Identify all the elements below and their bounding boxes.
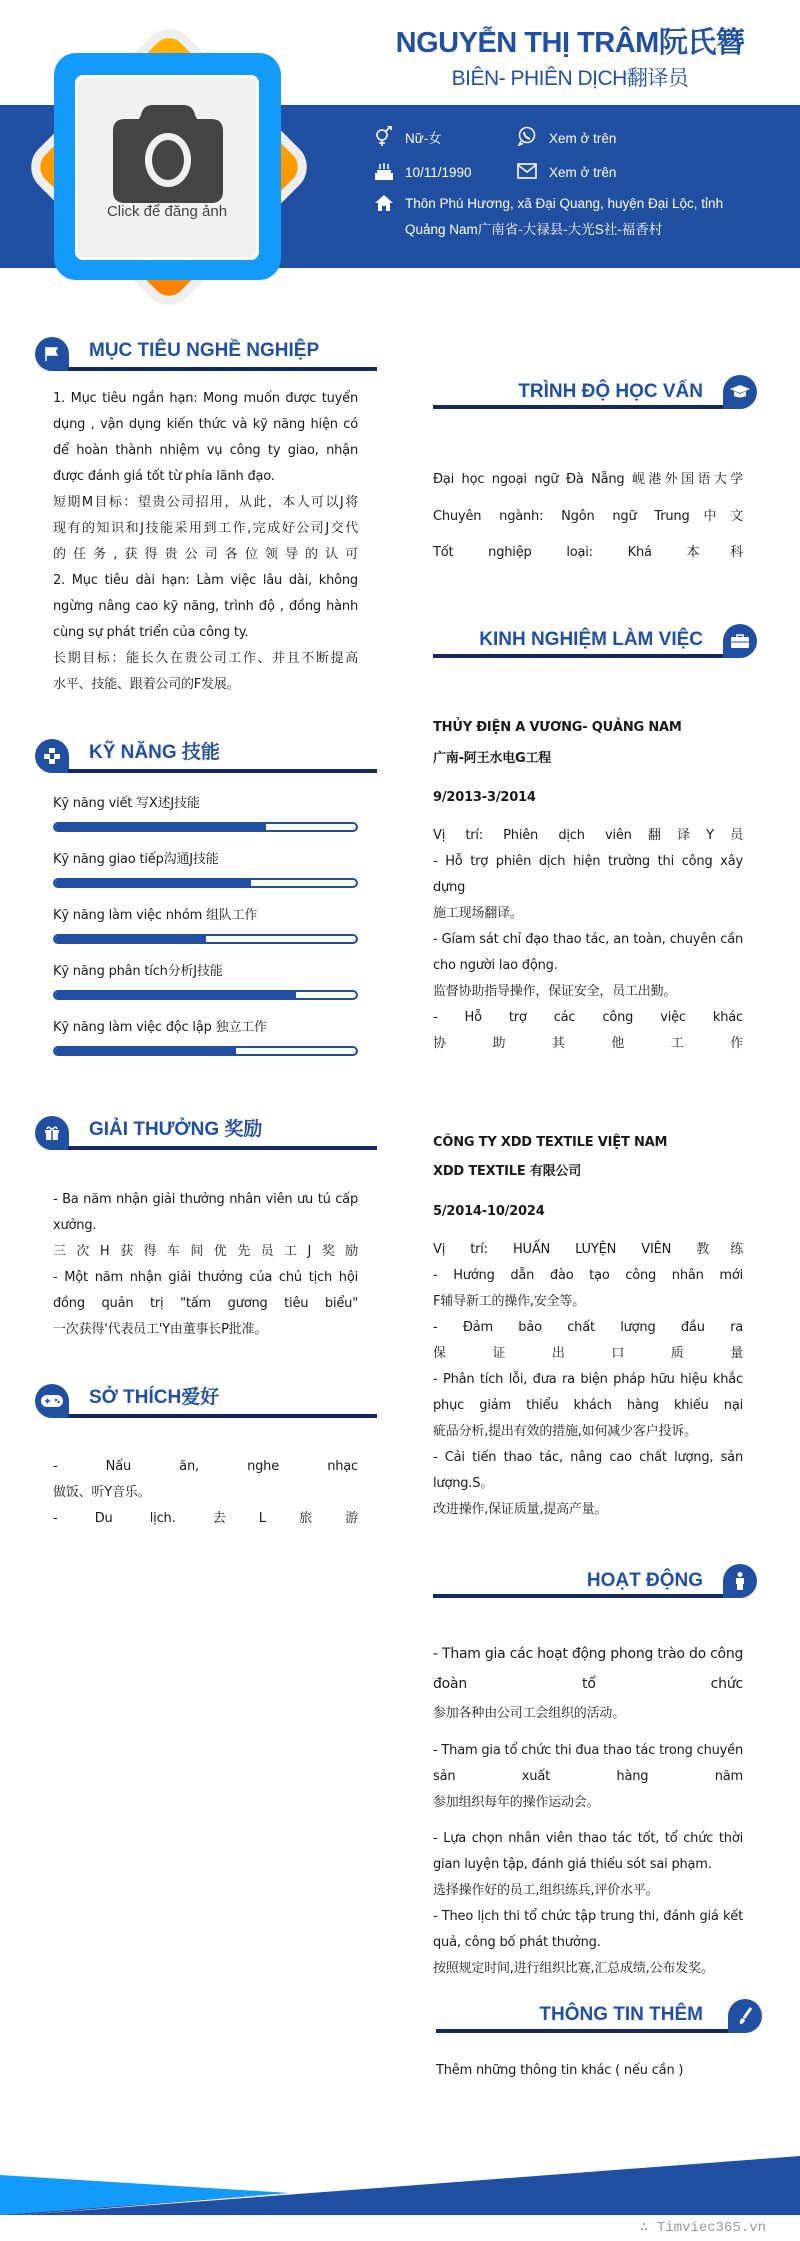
text-line: 1. Mục tiêu ngắn hạn: Mong muốn được tuyển (53, 391, 358, 406)
awards-divider (68, 1146, 377, 1150)
activity-line: đoàn tổ chức (433, 1676, 743, 1692)
activity-line: - Theo lịch thi tổ chức tập trung thi, đánh giá kết (433, 1909, 743, 1924)
camera-icon (113, 105, 223, 203)
skill-label: Kỹ năng làm việc nhóm 组队工作 (53, 908, 258, 923)
activity-line: 按照规定时间,进行组织比赛,汇总成绩,公布发奖。 (433, 1961, 714, 1976)
skill-level-fill (55, 936, 206, 942)
skill-label: Kỹ năng làm việc độc lập 独立工作 (53, 1020, 267, 1035)
text-line: 长期目标：能长久在贵公司工作、并且不断提高 (53, 651, 358, 666)
awards-heading: GIẢI THƯỞNG 奖励 (89, 1119, 263, 1140)
text-line: 做饭、听Y音乐。 (53, 1485, 151, 1500)
skills-divider (68, 769, 377, 773)
text-line: 三次H获得车间优先员工J奖励 (53, 1244, 358, 1259)
flag-icon (35, 337, 69, 371)
activity-line: - Lựa chọn nhân viên thao tác tốt, tổ chức thời (433, 1831, 743, 1846)
extra-info-heading: THÔNG TIN THÊM (539, 2004, 703, 2025)
cubes-icon (35, 739, 69, 773)
address-line-2: Quảng Nam广南省-大禄县-大光S社-福香村 (405, 222, 663, 237)
text-line: 的任务,获得贵公司各位领导的认可 (53, 547, 358, 562)
skill-level-bar (53, 1046, 358, 1056)
hobbies-heading: SỞ THÍCH爱好 (89, 1387, 220, 1408)
job-detail-line: lượng.S。 (433, 1476, 494, 1491)
skill-label: Kỹ năng giao tiếp沟通J技能 (53, 852, 219, 867)
text-line: - Ba năm nhận giải thưởng nhân viên ưu tú cấp (53, 1192, 358, 1207)
email-icon (517, 161, 537, 181)
job-title: BIÊN- PHIÊN DỊCH翻译员 (451, 67, 689, 90)
home-icon (374, 193, 394, 213)
address-line-1: Thôn Phú Hương, xã Đại Quang, huyện Đại Lộc, tỉnh (405, 196, 724, 211)
text-line: 水平、技能、跟着公司的F发展。 (53, 677, 240, 692)
activity-line: 参加各种由公司工会组织的活动。 (433, 1706, 626, 1721)
skill-label: Kỹ năng viết 写X述J技能 (53, 796, 200, 811)
experience-heading: KINH NGHIỆM LÀM VIỆC (479, 629, 703, 650)
brush-icon (728, 1999, 762, 2033)
skills-heading: KỸ NĂNG 技能 (89, 742, 220, 763)
skill-label: Kỹ năng phân tích分析J技能 (53, 964, 223, 979)
activity-line: quả, công bố phát thưởng. (433, 1935, 601, 1950)
job-detail-line: - Gíam sát chỉ đạo thao tác, an toàn, chuyên cần (433, 932, 743, 947)
activity-line: 选择操作好的员工,组织练兵,评价水平。 (433, 1883, 659, 1898)
job-detail-line: - Phân tích lỗi, đưa ra biện pháp hữu hiệu khắc (433, 1372, 743, 1387)
upload-photo-label[interactable]: Click để đăng ảnh (106, 203, 228, 220)
job-detail-line: cho người lao động. (433, 958, 558, 973)
job-period: 9/2013-3/2014 (433, 790, 536, 805)
birthday-cake-icon (374, 161, 394, 181)
skill-level-fill (55, 824, 266, 830)
text-line: 2. Mục tiêu dài hạn: Làm việc lâu dài, không (53, 573, 358, 588)
education-heading: TRÌNH ĐỘ HỌC VẤN (518, 381, 703, 402)
company-name: THỦY ĐIỆN A VƯƠNG- QUẢNG NAM (433, 720, 682, 735)
birthday-value: 10/11/1990 (405, 165, 472, 180)
whatsapp-phone-icon (517, 126, 537, 146)
hobbies-divider (68, 1414, 377, 1418)
skill-level-fill (55, 992, 296, 998)
email-value: Xem ở trên (549, 165, 617, 180)
job-detail-line: 改进操作,保证质量,提高产量。 (433, 1502, 608, 1517)
skill-level-bar (53, 990, 358, 1000)
job-detail-line: - Cải tiến thao tác, nâng cao chất lượng, sản (433, 1450, 743, 1465)
activity-line: 参加组织每年的操作运动会。 (433, 1795, 600, 1810)
activity-line: - Tham gia tổ chức thi đua thao tác trong chuyền (433, 1743, 743, 1758)
job-detail-line: Vị trí: Phiên dịch viên翻译Y员 (433, 828, 743, 843)
skill-level-fill (55, 1048, 236, 1054)
footer-decoration (0, 2150, 800, 2220)
activities-divider (433, 1594, 723, 1598)
company-name-cn: 广南-阿王水电G工程 (433, 751, 552, 766)
text-line: 一次获得'代表员工'Y由董事长P批准。 (53, 1322, 268, 1337)
job-detail-line: - Hỗ trợ các công việc khác (433, 1010, 743, 1025)
text-line: Đại học ngoại ngữ Đà Nẵng 岘港外国语大学 (433, 472, 743, 487)
gender-value: Nữ-女 (405, 131, 442, 146)
job-detail-line: 监督协助指导操作，保证安全，员工出勤。 (433, 984, 677, 999)
job-detail-line: 保证出口质量 (433, 1346, 743, 1361)
job-detail-line: 协助其他工作 (433, 1036, 743, 1051)
job-detail-line: - Đảm bảo chất lượng đầu ra (433, 1320, 743, 1335)
photo-upload-button[interactable] (75, 75, 259, 260)
extra-info-divider (436, 2029, 728, 2033)
watermark: ∴ Timviec365.vn (640, 2220, 767, 2236)
briefcase-icon (723, 624, 757, 658)
company-name-cn: XDD TEXTILE 有限公司 (433, 1164, 582, 1179)
graduation-cap-icon (723, 375, 757, 409)
skill-level-fill (55, 880, 251, 886)
text-line: Tốt nghiệp loại: Khá 本科 (433, 545, 743, 560)
activity-line: sản xuất hàng năm (433, 1769, 743, 1784)
gender-icon (374, 126, 394, 146)
job-detail-line: dựng (433, 880, 466, 895)
activities-heading: HOẠT ĐỘNG (586, 1570, 703, 1591)
text-line: đồng quản trị "tấm gương tiêu biểu" (53, 1296, 358, 1311)
text-line: - Một năm nhận giải thưởng của chủ tịch hội (53, 1270, 358, 1285)
education-divider (433, 405, 723, 409)
text-line: để hoàn thành nhiệm vụ công ty giao, nhận (53, 443, 358, 458)
job-detail-line: - Hướng dẫn đào tạo công nhân mới (433, 1268, 743, 1283)
activity-line: gian luyện tập, đánh giá thiếu sót sai phạm. (433, 1857, 712, 1872)
phone-value: Xem ở trên (549, 131, 617, 146)
text-line: Chuyên ngành: Ngôn ngữ Trung中文 (433, 508, 743, 524)
text-line: - Nấu ăn, nghe nhạc (53, 1459, 358, 1474)
job-detail-line: - Hỗ trợ phiên dịch hiện trường thi công xây (433, 854, 743, 869)
text-line: 现有的知识和J技能采用到工作,完成好公司J交代 (53, 521, 358, 536)
job-period: 5/2014-10/2024 (433, 1204, 545, 1219)
job-detail-line: 疵品分析,提出有效的措施,如何减少客户投诉。 (433, 1424, 697, 1439)
text-line: được đánh giá tốt từ phía lãnh đạo. (53, 469, 275, 484)
gift-icon (35, 1116, 69, 1150)
job-detail-line: Vị trí: HUẤN LUYỆN VIÊN 教练 (433, 1242, 743, 1257)
text-line: ngừng nâng cao kỹ năng, trình độ , đồng hành (53, 599, 358, 614)
text-line: cùng sự phát triển của công ty. (53, 625, 249, 640)
text-line: dụng , vận dụng kiến thức và kỹ năng hiện có (53, 417, 358, 432)
objective-divider (68, 367, 377, 371)
job-detail-line: phục giảm thiểu khách hàng khiếu nại (433, 1398, 743, 1413)
job-detail-line: 施工现场翻译。 (433, 906, 523, 921)
extra-info-text: Thêm những thông tin khác ( nếu cần ) (436, 2063, 684, 2078)
text-line: - Du lịch. 去L旅游 (53, 1511, 358, 1526)
job-detail-line: F辅导新工的操作,安全等。 (433, 1294, 586, 1309)
gamepad-icon (35, 1384, 69, 1418)
skill-level-bar (53, 878, 358, 888)
person-icon (723, 1564, 757, 1598)
text-line: 短期M目标：望贵公司招用，从此，本人可以J将 (53, 495, 358, 510)
skill-level-bar (53, 822, 358, 832)
activity-line: - Tham gia các hoạt động phong trào do công (433, 1646, 744, 1662)
skill-level-bar (53, 934, 358, 944)
company-name: CÔNG TY XDD TEXTILE VIỆT NAM (433, 1135, 668, 1150)
experience-divider (433, 654, 723, 658)
objective-heading: MỤC TIÊU NGHỀ NGHIỆP (89, 340, 320, 361)
text-line: xưởng. (53, 1218, 97, 1233)
candidate-name: NGUYỄN THỊ TRÂM阮氏簪 (395, 27, 745, 59)
